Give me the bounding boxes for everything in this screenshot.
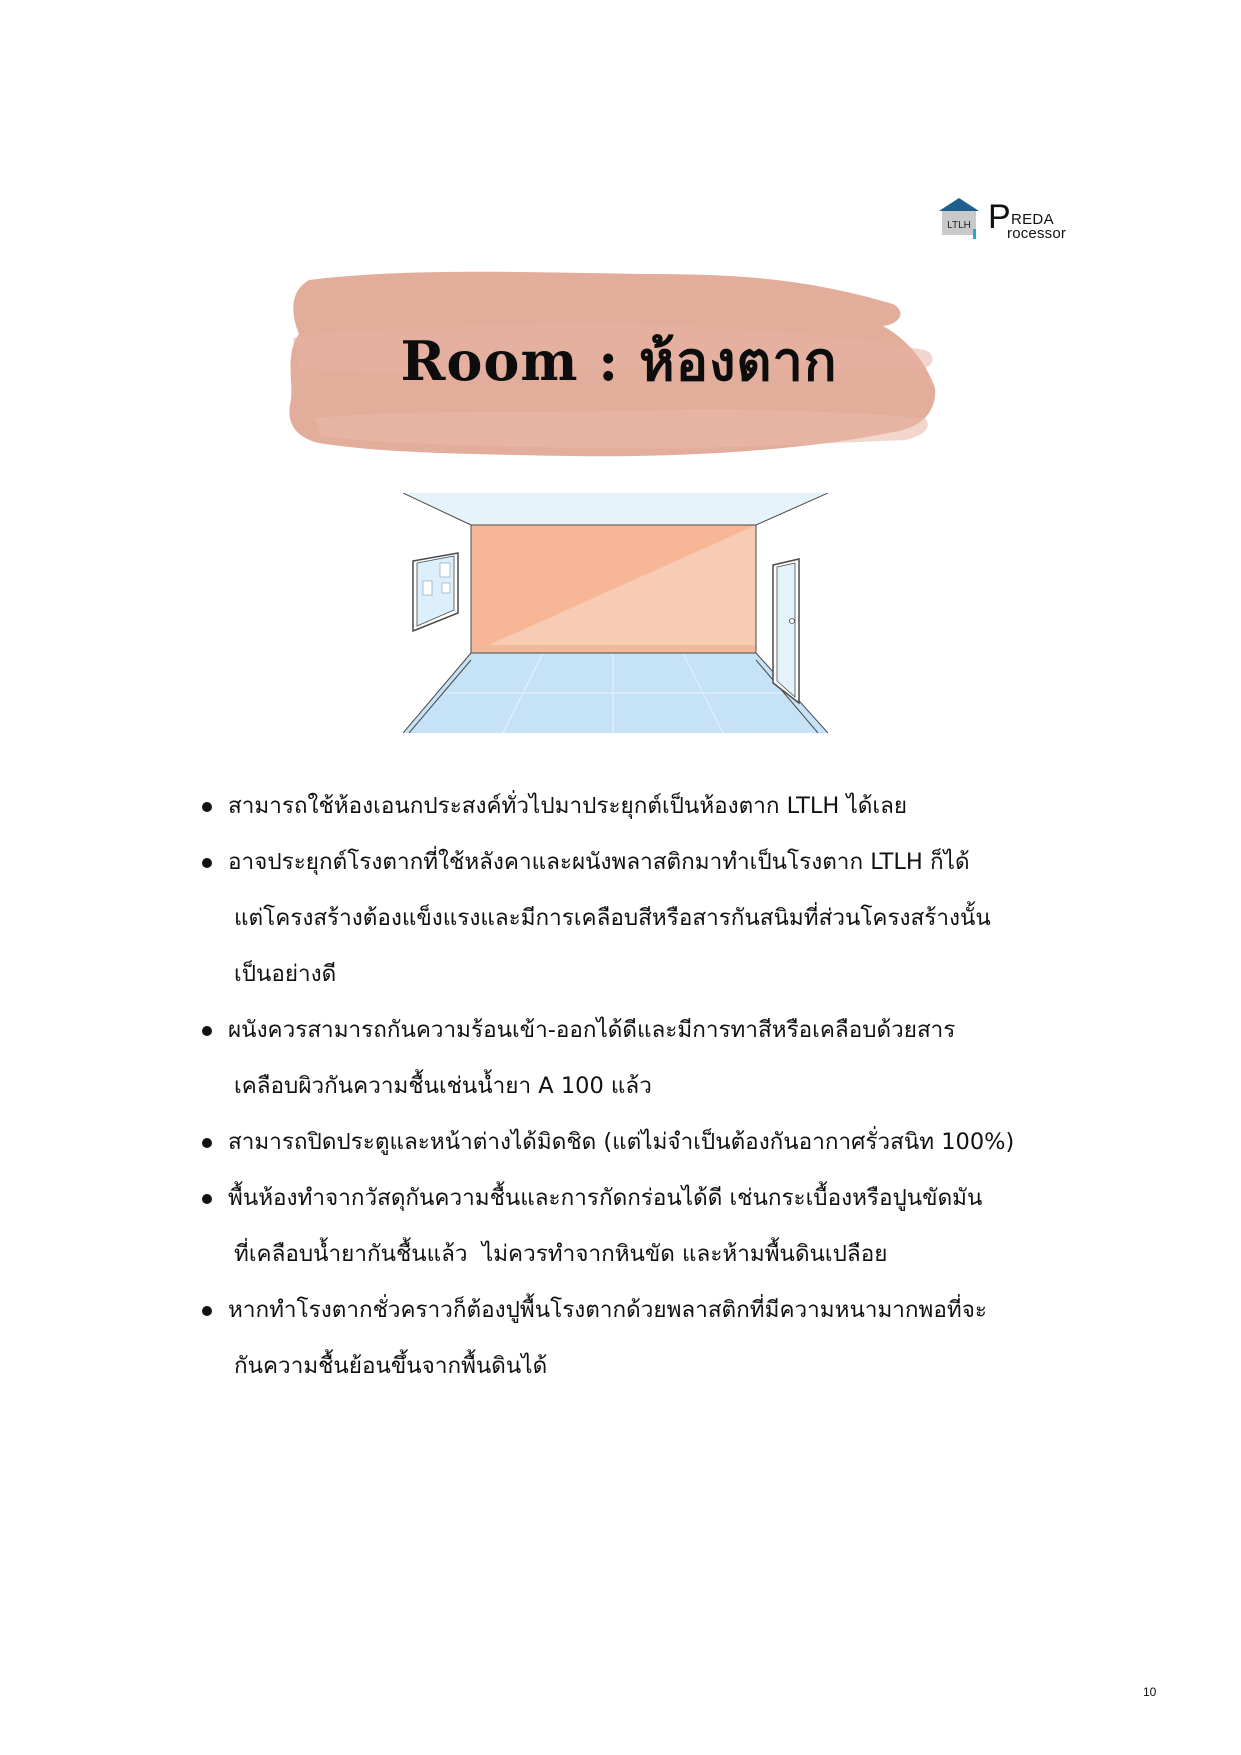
logo-brand-bottom: rocessor [1007,225,1067,242]
list-item [196,834,1096,1002]
logo-brand-initial: P [988,198,1011,236]
bullet-dot-icon [202,858,212,868]
list-item [196,1002,1096,1114]
bullet-dot-icon [202,1194,212,1204]
bullet-line: สามารถปิดประตูและหน้าต่างได้มิดชิด (แต่ไม่จำเป็นต้องกันอากาศรั่วสนิท 100%) [228,1129,1015,1155]
preda-logo [937,196,1067,244]
bullet-list [196,778,1096,1394]
bullet-line: กันความชื้นย้อนขึ้นจากพื้นดินได้ [234,1353,548,1379]
bullet-line: เคลือบผิวกันความชื้นเช่นน้ำยา A 100 แล้ว [234,1073,652,1099]
list-item [196,1114,1096,1170]
bullet-line: ที่เคลือบน้ำยากันชื้นแล้ว ไม่ควรทำจากหินขัด และห้ามพื้นดินเปลือย [234,1241,888,1267]
bullet-line: หากทำโรงตากชั่วคราวก็ต้องปูพื้นโรงตากด้วยพลาสติกที่มีความหนามากพอที่จะ [228,1297,987,1323]
page-number: 10 [1143,1685,1157,1699]
bullet-dot-icon [202,1306,212,1316]
list-item [196,1282,1096,1394]
bullet-dot-icon [202,1138,212,1148]
house-logo-label: LTLH [947,220,971,231]
bullet-dot-icon [202,802,212,812]
bullet-dot-icon [202,1026,212,1036]
bullet-line: อาจประยุกต์โรงตากที่ใช้หลังคาและผนังพลาสติกมาทำเป็นโรงตาก LTLH ก็ได้ [228,849,970,875]
bullet-line: แต่โครงสร้างต้องแข็งแรงและมีการเคลือบสีหรือสารกันสนิมที่ส่วนโครงสร้างนั้น [234,905,991,931]
bullet-line: เป็นอย่างดี [234,961,337,987]
list-item [196,1170,1096,1282]
list-item [196,778,1096,834]
logo-brand-top: REDA [1011,211,1054,228]
room-illustration [403,493,828,733]
bullet-line: สามารถใช้ห้องเอนกประสงค์ทั่วไปมาประยุกต์เป็นห้องตาก LTLH ได้เลย [228,793,908,819]
bullet-line: ผนังควรสามารถกันความร้อนเข้า-ออกได้ดีและมีการทาสีหรือเคลือบด้วยสาร [228,1017,956,1043]
bullet-line: พื้นห้องทำจากวัสดุกันความชื้นและการกัดกร่อนได้ดี เช่นกระเบื้องหรือปูนขัดมัน [228,1185,983,1211]
house-logo-icon [937,196,981,242]
page-title: Room : ห้องตาก [400,329,838,393]
